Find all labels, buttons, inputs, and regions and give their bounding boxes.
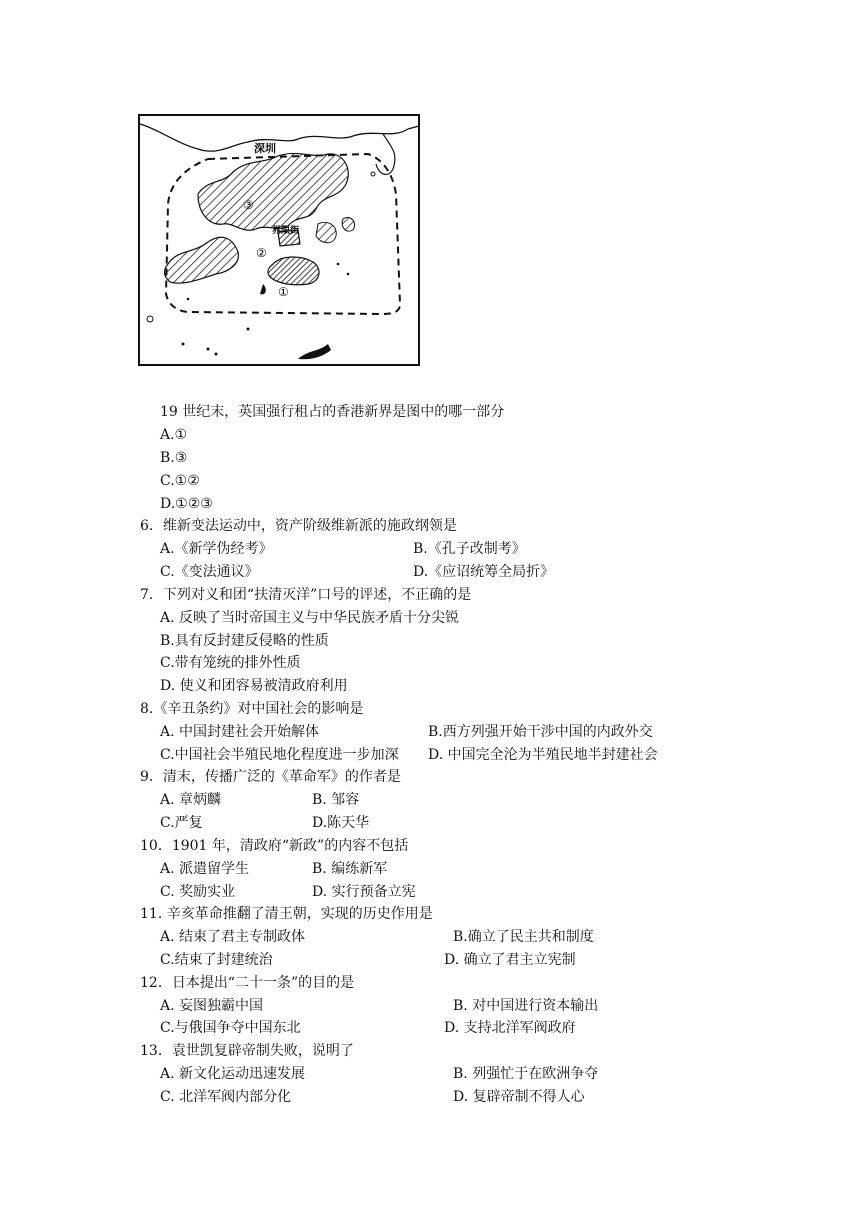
q13-stem: 13．袁世凯复辟帝制失败，说明了 [140, 1043, 354, 1059]
q5-stem: 19 世纪末，英国强行租占的香港新界是图中的哪一部分 [160, 404, 505, 420]
q9-option-a: A. 章炳麟 [160, 792, 222, 808]
q5-option-c: C.①② [160, 473, 200, 489]
q8-option-c: C.中国社会半殖民地化程度进一步加深 [160, 747, 399, 763]
q13-option-b: B. 列强忙于在欧洲争夺 [453, 1066, 599, 1082]
map-drawing [138, 114, 420, 366]
q9-option-d: D.陈天华 [312, 815, 370, 831]
q10-option-b: B. 编练新军 [312, 861, 388, 877]
map-label-boundary-street: 界限街 [272, 225, 300, 235]
q10-option-d: D. 实行预备立宪 [312, 884, 416, 900]
q5-option-d: D.①②③ [160, 496, 213, 512]
q7-option-a: A. 反映了当时帝国主义与中华民族矛盾十分尖锐 [160, 610, 460, 626]
q6-option-c: C.《变法通议》 [160, 564, 259, 580]
q12-option-c: C.与俄国争夺中国东北 [160, 1020, 301, 1036]
q6-option-d: D.《应诏统筹全局折》 [413, 564, 555, 580]
q6-option-a: A.《新学伪经考》 [160, 541, 273, 557]
map-mark-1: ① [278, 285, 289, 299]
map-mark-3: ③ [243, 198, 254, 212]
q11-option-d: D. 确立了君主立宪制 [444, 952, 576, 968]
q8-stem: 8.《辛丑条约》对中国社会的影响是 [140, 701, 364, 717]
q5-option-a: A.① [160, 427, 188, 443]
q12-option-d: D. 支持北洋军阀政府 [444, 1020, 576, 1036]
hong-kong-map [138, 114, 420, 366]
q7-option-d: D. 使义和团容易被清政府利用 [160, 678, 348, 694]
q11-option-a: A. 结束了君主专制政体 [160, 929, 306, 945]
q10-stem: 10．1901 年，清政府“新政”的内容不包括 [140, 838, 409, 854]
q13-option-d: D. 复辟帝制不得人心 [453, 1089, 585, 1105]
q7-option-b: B.具有反封建反侵略的性质 [160, 633, 329, 649]
q6-stem: 6．维新变法运动中，资产阶级维新派的施政纲领是 [140, 518, 457, 534]
q7-option-c: C.带有笼统的排外性质 [160, 655, 301, 671]
q12-option-a: A. 妄图独霸中国 [160, 998, 264, 1014]
q9-option-c: C.严复 [160, 815, 203, 831]
map-mark-2: ② [256, 246, 267, 260]
q11-option-c: C.结束了封建统治 [160, 952, 273, 968]
q6-option-b: B.《孔子改制考》 [413, 541, 526, 557]
q9-stem: 9．清末，传播广泛的《革命军》的作者是 [140, 769, 401, 785]
q7-stem: 7．下列对义和团“扶清灭洋”口号的评述，不正确的是 [140, 587, 472, 603]
q10-option-a: A. 派遣留学生 [160, 861, 250, 877]
q5-option-b: B.③ [160, 450, 188, 466]
q12-option-b: B. 对中国进行资本输出 [453, 998, 599, 1014]
q12-stem: 12．日本提出“二十一条”的目的是 [140, 975, 355, 991]
q10-option-c: C. 奖励实业 [160, 884, 236, 900]
q11-option-b: B.确立了民主共和制度 [453, 929, 594, 945]
q8-option-b: B.西方列强开始干涉中国的内政外交 [428, 724, 653, 740]
q13-option-c: C. 北洋军阀内部分化 [160, 1089, 292, 1105]
q13-option-a: A. 新文化运动迅速发展 [160, 1066, 306, 1082]
q11-stem: 11. 辛亥革命推翻了清王朝，实现的历史作用是 [140, 906, 433, 922]
map-label-shenzhen: 深圳 [254, 143, 276, 155]
q9-option-b: B. 邹容 [312, 792, 360, 808]
q8-option-d: D. 中国完全沦为半殖民地半封建社会 [428, 747, 658, 763]
q8-option-a: A. 中国封建社会开始解体 [160, 724, 320, 740]
